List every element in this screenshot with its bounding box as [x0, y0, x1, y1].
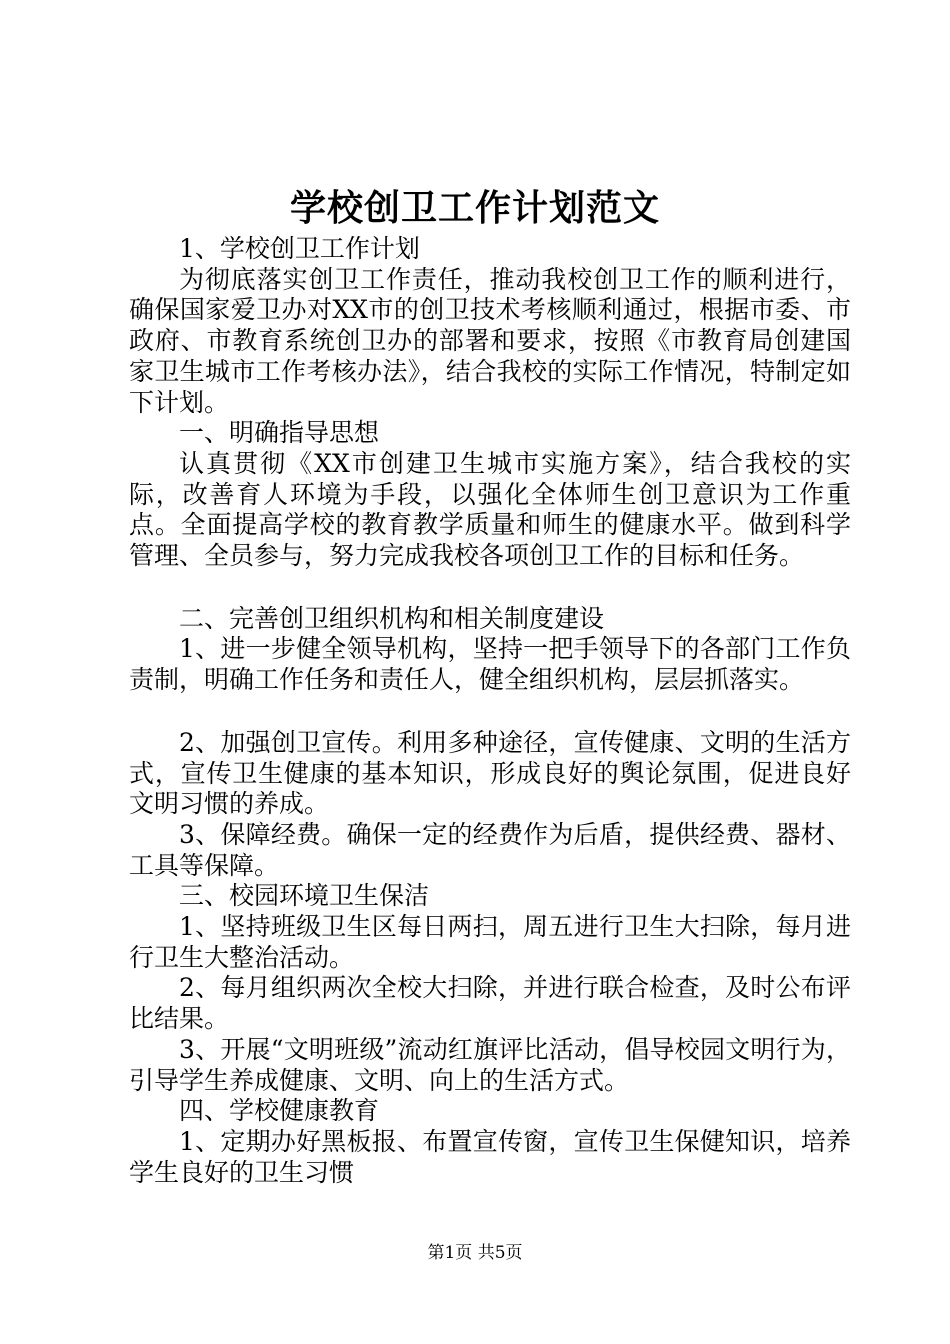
- paragraph: 1、学校创卫工作计划: [179, 234, 420, 263]
- paragraph: 1、进一步健全领导机构，坚持一把手领导下的各部门工作负责制，明确工作任务和责任人，健全组织机构，层层抓落实。: [129, 634, 851, 695]
- paragraph: 3、保障经费。确保一定的经费作为后盾，提供经费、器材、工具等保障。: [129, 819, 851, 880]
- paragraph: 认真贯彻《XX市创建卫生城市实施方案》，结合我校的实际，改善育人环境为手段，以强化全体师生创卫意识为工作重点。全面提高学校的教育教学质量和师生的健康水平。做到科学管理、全员参与，努力完成我校各项创卫工作的目标和任务。: [129, 448, 851, 571]
- section-heading: 一、明确指导思想: [179, 418, 380, 448]
- page-number-footer: 第1页 共5页: [427, 1243, 523, 1263]
- section-heading: 三、校园环境卫生保洁: [179, 881, 430, 911]
- paragraph: 1、坚持班级卫生区每日两扫，周五进行卫生大扫除，每月进行卫生大整治活动。: [129, 912, 851, 972]
- section-heading: 二、完善创卫组织机构和相关制度建设: [179, 603, 605, 633]
- section-heading: 四、学校健康教育: [179, 1096, 380, 1126]
- paragraph: 2、加强创卫宣传。利用多种途径，宣传健康、文明的生活方式，宣传卫生健康的基本知识，形成良好的舆论氛围，促进良好文明习惯的养成。: [129, 727, 851, 819]
- paragraph: 2、每月组织两次全校大扫除，并进行联合检查，及时公布评比结果。: [129, 973, 851, 1034]
- document-title: 学校创卫工作计划范文: [289, 187, 660, 229]
- document-body: [129, 234, 851, 1188]
- paragraph: 为彻底落实创卫工作责任，推动我校创卫工作的顺利进行，确保国家爱卫办对XX市的创卫技术考核顺利通过，根据市委、市政府、市教育系统创卫办的部署和要求，按照《市教育局创建国家卫生城市工作考核办法》，结合我校的实际工作情况，特制定如下计划。: [129, 264, 851, 417]
- paragraph: 3、开展“文明班级”流动红旗评比活动，倡导校园文明行为，引导学生养成健康、文明、向上的生活方式。: [129, 1034, 851, 1095]
- paragraph: 1、定期办好黑板报、布置宣传窗，宣传卫生保健知识，培养学生良好的卫生习惯: [129, 1126, 851, 1187]
